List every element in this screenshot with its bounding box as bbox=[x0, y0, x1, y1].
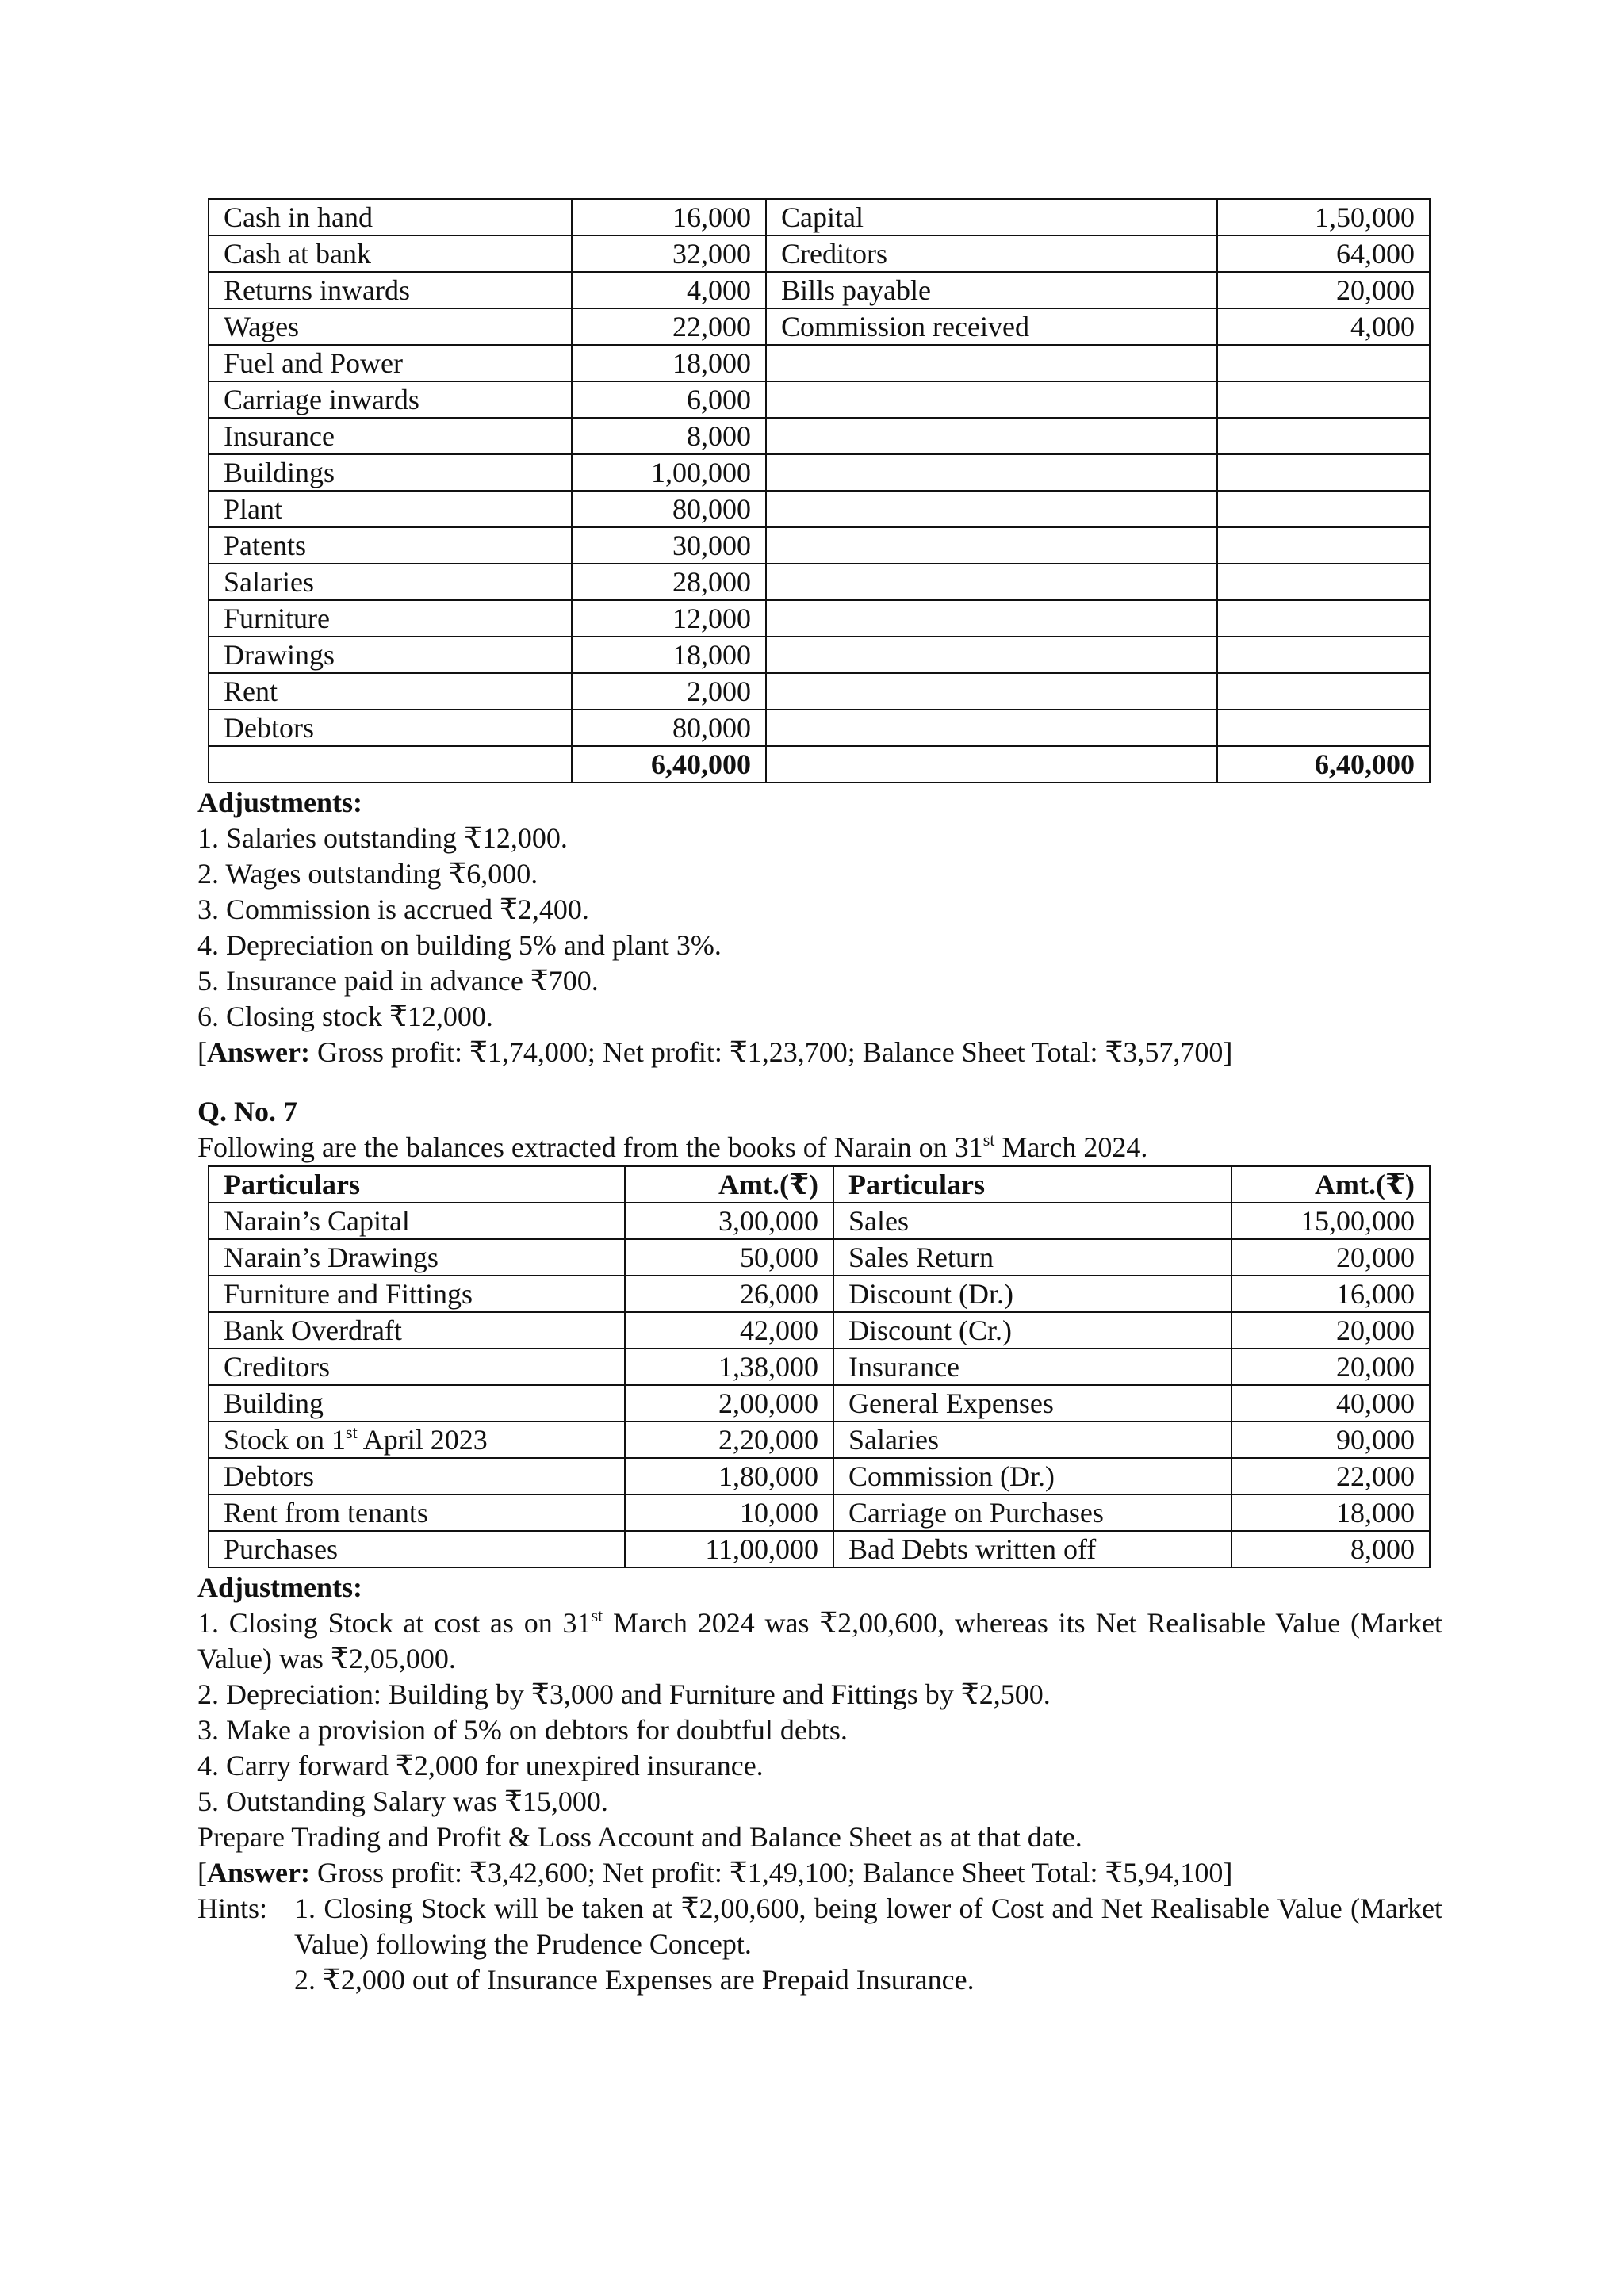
row-amount-right: 40,000 bbox=[1231, 1385, 1430, 1422]
left-row-item: Rent bbox=[209, 673, 572, 710]
row-amount-left: 1,38,000 bbox=[625, 1349, 833, 1385]
adjustment-item: 2. Wages outstanding ₹6,000. bbox=[197, 858, 538, 890]
left-row-item: Debtors bbox=[209, 710, 572, 746]
header-amount-right: Amt.(₹) bbox=[1231, 1166, 1430, 1203]
left-row-item: Salaries bbox=[209, 564, 572, 600]
header-amount-left: Amt.(₹) bbox=[625, 1166, 833, 1203]
row-amount-right: 8,000 bbox=[1231, 1531, 1430, 1567]
row-particulars-right: Carriage on Purchases bbox=[833, 1494, 1231, 1531]
row-particulars-right: Sales bbox=[833, 1203, 1231, 1239]
right-row-item bbox=[766, 418, 1217, 454]
row-amount-left: 2,00,000 bbox=[625, 1385, 833, 1422]
adjustment-superscript: st bbox=[591, 1605, 603, 1625]
left-row-item: Buildings bbox=[209, 454, 572, 491]
adjustment-item-text-end: March 2024 was ₹2,00,600, whereas its Net Realisable Value (Market Value) was ₹2,05,000. bbox=[197, 1607, 1442, 1674]
total-label-left bbox=[209, 746, 572, 783]
right-row-amount bbox=[1217, 527, 1430, 564]
right-row-item bbox=[766, 673, 1217, 710]
left-row-item: Drawings bbox=[209, 637, 572, 673]
row-particulars-right: Salaries bbox=[833, 1422, 1231, 1458]
right-row-amount: 20,000 bbox=[1217, 272, 1430, 308]
right-row-amount bbox=[1217, 710, 1430, 746]
table-row bbox=[209, 1312, 1430, 1349]
left-row-amount: 80,000 bbox=[572, 710, 766, 746]
hint-item: 2. ₹2,000 out of Insurance Expenses are Prepaid Insurance. bbox=[294, 1964, 975, 1996]
left-row-item: Cash at bank bbox=[209, 235, 572, 272]
right-row-amount: 64,000 bbox=[1217, 235, 1430, 272]
row-particulars-right: Bad Debts written off bbox=[833, 1531, 1231, 1567]
total-label-right bbox=[766, 746, 1217, 783]
left-row-item: Insurance bbox=[209, 418, 572, 454]
table-row bbox=[209, 564, 1430, 600]
row-particulars-left: Furniture and Fittings bbox=[209, 1276, 625, 1312]
left-row-item: Plant bbox=[209, 491, 572, 527]
intro-text-end: March 2024. bbox=[994, 1131, 1148, 1163]
adjustment-item: 3. Make a provision of 5% on debtors for doubtful debts. bbox=[197, 1714, 848, 1746]
row-amount-right: 90,000 bbox=[1231, 1422, 1430, 1458]
balances-table-body bbox=[209, 1203, 1430, 1567]
row-particulars-left: Creditors bbox=[209, 1349, 625, 1385]
adjustment-item bbox=[197, 1605, 1442, 1677]
row-amount-right: 20,000 bbox=[1231, 1239, 1430, 1276]
trial-balance-table-1-body bbox=[209, 199, 1430, 783]
total-left: 6,40,000 bbox=[572, 746, 766, 783]
row-particulars-left: Building bbox=[209, 1385, 625, 1422]
left-row-item: Carriage inwards bbox=[209, 381, 572, 418]
answer-line: [Answer: Gross profit: ₹3,42,600; Net profit: ₹1,49,100; Balance Sheet Total: ₹5,94,100] bbox=[197, 1857, 1233, 1888]
right-row-amount bbox=[1217, 491, 1430, 527]
intro-text: Following are the balances extracted from the books of Narain on 31 bbox=[197, 1131, 983, 1163]
particulars-text-end: April 2023 bbox=[357, 1424, 488, 1456]
row-amount-left: 10,000 bbox=[625, 1494, 833, 1531]
table-row bbox=[209, 491, 1430, 527]
adjustments-heading: Adjustments: bbox=[197, 786, 363, 818]
row-particulars-right: Sales Return bbox=[833, 1239, 1231, 1276]
right-row-item bbox=[766, 491, 1217, 527]
table-row bbox=[209, 381, 1430, 418]
row-particulars-right: Commission (Dr.) bbox=[833, 1458, 1231, 1494]
table-row bbox=[209, 1422, 1430, 1458]
table-row bbox=[209, 1203, 1430, 1239]
adjustments-section-2 bbox=[197, 1570, 1442, 1998]
row-amount-right: 20,000 bbox=[1231, 1312, 1430, 1349]
table-row bbox=[209, 345, 1430, 381]
right-row-item: Bills payable bbox=[766, 272, 1217, 308]
table-row bbox=[209, 272, 1430, 308]
right-row-item: Commission received bbox=[766, 308, 1217, 345]
right-row-item bbox=[766, 454, 1217, 491]
left-row-item: Patents bbox=[209, 527, 572, 564]
table-row bbox=[209, 1276, 1430, 1312]
row-amount-left: 11,00,000 bbox=[625, 1531, 833, 1567]
table-row bbox=[209, 637, 1430, 673]
right-row-item bbox=[766, 564, 1217, 600]
prepare-instruction: Prepare Trading and Profit & Loss Account and Balance Sheet as at that date. bbox=[197, 1821, 1082, 1853]
hints-block bbox=[197, 1891, 1442, 1998]
left-row-amount: 12,000 bbox=[572, 600, 766, 637]
question-title: Q. No. 7 bbox=[197, 1096, 297, 1127]
row-particulars-left: Narain’s Drawings bbox=[209, 1239, 625, 1276]
adjustment-item: 4. Carry forward ₹2,000 for unexpired insurance. bbox=[197, 1750, 764, 1781]
hints-label: Hints: bbox=[197, 1892, 268, 1924]
row-amount-right: 15,00,000 bbox=[1231, 1203, 1430, 1239]
table-row bbox=[209, 600, 1430, 637]
row-amount-left: 3,00,000 bbox=[625, 1203, 833, 1239]
right-row-item bbox=[766, 381, 1217, 418]
left-row-amount: 22,000 bbox=[572, 308, 766, 345]
total-row bbox=[209, 746, 1430, 783]
table-row bbox=[209, 673, 1430, 710]
adjustment-item: 5. Insurance paid in advance ₹700. bbox=[197, 965, 599, 997]
right-row-amount bbox=[1217, 345, 1430, 381]
right-row-amount bbox=[1217, 600, 1430, 637]
row-amount-right: 20,000 bbox=[1231, 1349, 1430, 1385]
left-row-amount: 8,000 bbox=[572, 418, 766, 454]
table-row bbox=[209, 527, 1430, 564]
adjustment-item: 5. Outstanding Salary was ₹15,000. bbox=[197, 1785, 608, 1817]
adjustments-section-1 bbox=[197, 785, 1442, 1070]
particulars-text: Stock on 1 bbox=[224, 1424, 347, 1456]
row-amount-left: 26,000 bbox=[625, 1276, 833, 1312]
table-row bbox=[209, 1494, 1430, 1531]
table-row bbox=[209, 1239, 1430, 1276]
answer-text: Gross profit: ₹3,42,600; Net profit: ₹1,49,100; Balance Sheet Total: ₹5,94,100] bbox=[309, 1857, 1233, 1888]
row-amount-left: 2,20,000 bbox=[625, 1422, 833, 1458]
adjustment-item: 3. Commission is accrued ₹2,400. bbox=[197, 894, 589, 925]
right-row-amount bbox=[1217, 673, 1430, 710]
row-particulars-left: Rent from tenants bbox=[209, 1494, 625, 1531]
question-7-header bbox=[197, 1094, 1442, 1165]
left-row-amount: 4,000 bbox=[572, 272, 766, 308]
left-row-amount: 28,000 bbox=[572, 564, 766, 600]
right-row-amount bbox=[1217, 418, 1430, 454]
left-row-amount: 16,000 bbox=[572, 199, 766, 235]
right-row-item bbox=[766, 637, 1217, 673]
right-row-item bbox=[766, 345, 1217, 381]
row-particulars-left bbox=[209, 1422, 625, 1458]
left-row-amount: 18,000 bbox=[572, 345, 766, 381]
header-particulars-right: Particulars bbox=[833, 1166, 1231, 1203]
right-row-amount bbox=[1217, 564, 1430, 600]
table-row bbox=[209, 710, 1430, 746]
left-row-amount: 6,000 bbox=[572, 381, 766, 418]
balances-table-narain bbox=[208, 1165, 1431, 1568]
intro-superscript: st bbox=[982, 1130, 995, 1150]
left-row-amount: 30,000 bbox=[572, 527, 766, 564]
right-row-item bbox=[766, 600, 1217, 637]
left-row-item: Fuel and Power bbox=[209, 345, 572, 381]
table-row bbox=[209, 1531, 1430, 1567]
left-row-amount: 18,000 bbox=[572, 637, 766, 673]
left-row-amount: 32,000 bbox=[572, 235, 766, 272]
right-row-amount bbox=[1217, 637, 1430, 673]
table-row bbox=[209, 1349, 1430, 1385]
table-row bbox=[209, 454, 1430, 491]
right-row-amount: 4,000 bbox=[1217, 308, 1430, 345]
row-particulars-left: Narain’s Capital bbox=[209, 1203, 625, 1239]
right-row-item: Capital bbox=[766, 199, 1217, 235]
row-amount-left: 50,000 bbox=[625, 1239, 833, 1276]
row-particulars-right: General Expenses bbox=[833, 1385, 1231, 1422]
particulars-superscript: st bbox=[346, 1422, 358, 1442]
left-row-amount: 2,000 bbox=[572, 673, 766, 710]
adjustment-item: 6. Closing stock ₹12,000. bbox=[197, 1001, 493, 1032]
row-amount-right: 16,000 bbox=[1231, 1276, 1430, 1312]
adjustment-item: 4. Depreciation on building 5% and plant 3%. bbox=[197, 929, 722, 961]
right-row-amount: 1,50,000 bbox=[1217, 199, 1430, 235]
answer-line: [Answer: Gross profit: ₹1,74,000; Net profit: ₹1,23,700; Balance Sheet Total: ₹3,57,700] bbox=[197, 1036, 1233, 1068]
row-particulars-right: Insurance bbox=[833, 1349, 1231, 1385]
hints-body bbox=[294, 1891, 1442, 1998]
left-row-item: Returns inwards bbox=[209, 272, 572, 308]
answer-text: Gross profit: ₹1,74,000; Net profit: ₹1,23,700; Balance Sheet Total: ₹3,57,700] bbox=[309, 1036, 1233, 1068]
trial-balance-table-1 bbox=[208, 198, 1431, 783]
table-row bbox=[209, 418, 1430, 454]
table-row bbox=[209, 1385, 1430, 1422]
row-particulars-right: Discount (Cr.) bbox=[833, 1312, 1231, 1349]
right-row-amount bbox=[1217, 381, 1430, 418]
row-amount-right: 22,000 bbox=[1231, 1458, 1430, 1494]
row-amount-right: 18,000 bbox=[1231, 1494, 1430, 1531]
row-particulars-right: Discount (Dr.) bbox=[833, 1276, 1231, 1312]
adjustment-item: 1. Salaries outstanding ₹12,000. bbox=[197, 822, 568, 854]
answer-label: Answer: bbox=[207, 1036, 310, 1068]
left-row-item: Wages bbox=[209, 308, 572, 345]
right-row-item bbox=[766, 710, 1217, 746]
adjustment-item-text: 1. Closing Stock at cost as on 31 bbox=[197, 1607, 592, 1639]
hint-item: 1. Closing Stock will be taken at ₹2,00,600, being lower of Cost and Net Realisable Value (Market Value) following the Prudence Concept. bbox=[294, 1892, 1442, 1960]
table-row bbox=[209, 235, 1430, 272]
table-row bbox=[209, 1458, 1430, 1494]
right-row-item bbox=[766, 527, 1217, 564]
left-row-item: Furniture bbox=[209, 600, 572, 637]
right-row-item: Creditors bbox=[766, 235, 1217, 272]
left-row-item: Cash in hand bbox=[209, 199, 572, 235]
table-row bbox=[209, 199, 1430, 235]
adjustments-heading: Adjustments: bbox=[197, 1571, 363, 1603]
row-particulars-left: Purchases bbox=[209, 1531, 625, 1567]
table-row bbox=[209, 308, 1430, 345]
answer-label: Answer: bbox=[207, 1857, 310, 1888]
total-right: 6,40,000 bbox=[1217, 746, 1430, 783]
left-row-amount: 80,000 bbox=[572, 491, 766, 527]
adjustment-item: 2. Depreciation: Building by ₹3,000 and Furniture and Fittings by ₹2,500. bbox=[197, 1678, 1051, 1710]
header-particulars-left: Particulars bbox=[209, 1166, 625, 1203]
row-particulars-left: Debtors bbox=[209, 1458, 625, 1494]
row-particulars-left: Bank Overdraft bbox=[209, 1312, 625, 1349]
left-row-amount: 1,00,000 bbox=[572, 454, 766, 491]
row-amount-left: 42,000 bbox=[625, 1312, 833, 1349]
row-amount-left: 1,80,000 bbox=[625, 1458, 833, 1494]
table-header-row bbox=[209, 1166, 1430, 1203]
question-intro bbox=[197, 1130, 1442, 1165]
right-row-amount bbox=[1217, 454, 1430, 491]
